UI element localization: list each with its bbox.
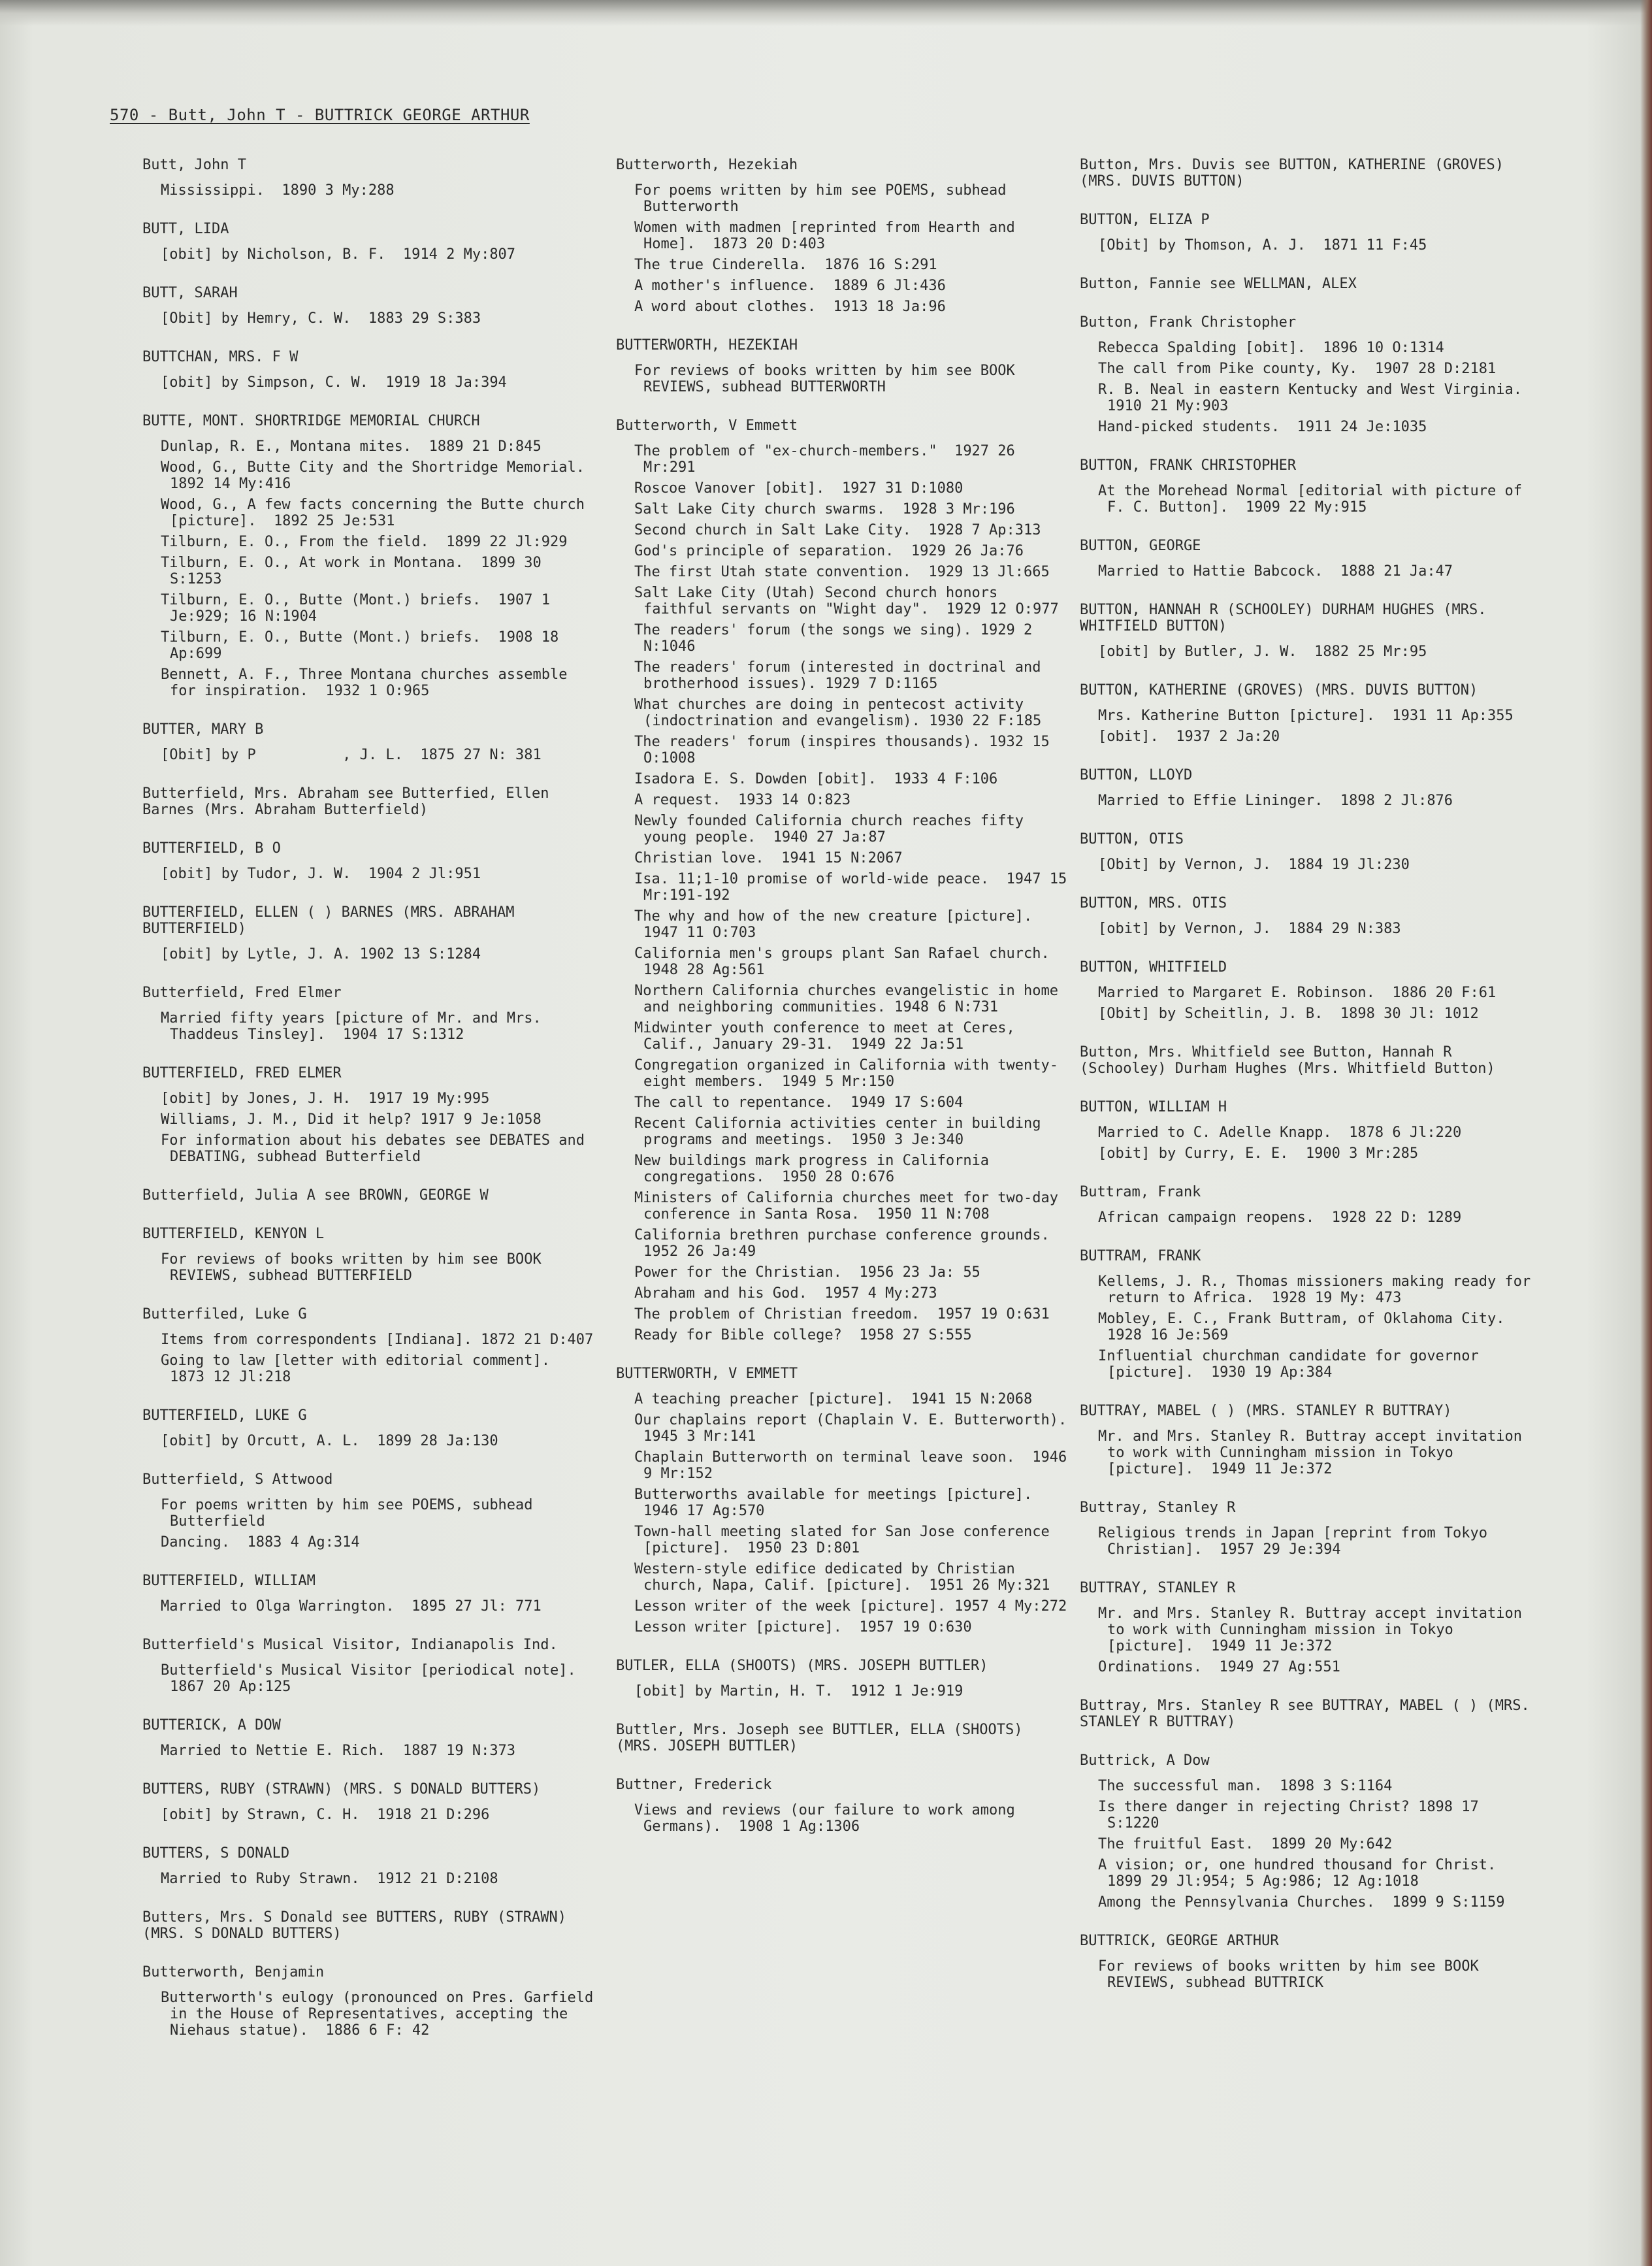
entry-heading: BUTTON, ELIZA P xyxy=(1080,212,1210,228)
entry-reference: For reviews of books written by him see BOOK REVIEWS, subhead BUTTERWORTH xyxy=(634,363,1024,395)
entry-heading: Butterfiled, Luke G xyxy=(142,1306,307,1322)
entry-heading: BUTTON, OTIS xyxy=(1080,831,1184,847)
index-entry xyxy=(1080,767,1537,809)
index-column-left xyxy=(142,157,600,2061)
entry-reference: Married to Effie Lininger. 1898 2 Jl:876 xyxy=(1098,793,1453,809)
entry-reference: Isa. 11;1-10 promise of world-wide peace. 1947 15 Mr:191-192 xyxy=(634,871,1076,904)
entry-heading: Button, Fannie see WELLMAN, ALEX xyxy=(1080,276,1357,292)
entry-reference: Dunlap, R. E., Montana mites. 1889 21 D:845 xyxy=(161,438,542,455)
index-entry xyxy=(1080,314,1540,435)
entry-reference: The first Utah state convention. 1929 13 Jl:665 xyxy=(634,564,1050,580)
entry-heading: BUTTERFIELD, ELLEN ( ) BARNES (MRS. ABRAHAM BUTTERFIELD) xyxy=(142,904,515,937)
index-column-middle xyxy=(616,157,1084,1857)
entry-heading: Button, Frank Christopher xyxy=(1080,314,1297,331)
entry-reference: Recent California activities center in building programs and meetings. 1950 3 Je:340 xyxy=(634,1115,1050,1148)
entry-reference: Tilburn, E. O., At work in Montana. 1899 30 S:1253 xyxy=(161,555,551,587)
entry-reference: Mr. and Mrs. Stanley R. Buttray accept invitation to work with Cunningham mission in Tokyo [picture]. 1949 11 Je:372 xyxy=(1098,1428,1531,1477)
entry-reference: Tilburn, E. O., Butte (Mont.) briefs. 1908 18 Ap:699 xyxy=(161,629,568,662)
entry-reference: The fruitful East. 1899 20 My:642 xyxy=(1098,1836,1393,1852)
entry-reference: Newly founded California church reaches fifty young people. 1940 27 Ja:87 xyxy=(634,813,1033,846)
index-entry xyxy=(616,157,1073,315)
entry-reference: Kellems, J. R., Thomas missioners making ready for return to Africa. 1928 19 My: 473 xyxy=(1098,1273,1540,1306)
entry-heading: Buttner, Frederick xyxy=(616,1777,772,1793)
index-entry xyxy=(1080,1044,1537,1077)
entry-heading: Butterfield, Fred Elmer xyxy=(142,985,342,1001)
entry-reference: The readers' forum (inspires thousands). 1932 15 O:1008 xyxy=(634,734,1059,766)
entry-reference: A word about clothes. 1913 18 Ja:96 xyxy=(634,299,946,315)
entry-heading: Butterworth, Benjamin xyxy=(142,1964,325,1980)
index-entry xyxy=(616,418,1076,1343)
entry-reference: The problem of "ex-church-members." 1927 26 Mr:291 xyxy=(634,443,1024,476)
running-header: 570 - Butt, John T - BUTTRICK GEORGE ARTHUR xyxy=(110,106,530,124)
index-column-right xyxy=(1080,157,1540,2013)
index-entry xyxy=(1080,959,1537,1022)
entry-heading: BUTTERWORTH, HEZEKIAH xyxy=(616,337,798,353)
entry-reference: [obit] by Jones, J. H. 1917 19 My:995 xyxy=(161,1091,490,1107)
entry-reference: African campaign reopens. 1928 22 D: 1289 xyxy=(1098,1209,1462,1226)
entry-reference: Wood, G., Butte City and the Shortridge Memorial. 1892 14 My:416 xyxy=(161,459,602,492)
entry-heading: BUTTERS, RUBY (STRAWN) (MRS. S DONALD BUTTERS) xyxy=(142,1781,541,1798)
entry-reference: Butterworths available for meetings [picture]. 1946 17 Ag:570 xyxy=(634,1486,1050,1519)
index-entry xyxy=(1080,212,1537,254)
entry-heading: BUTTON, KATHERINE (GROVES) (MRS. DUVIS BUTTON) xyxy=(1080,682,1478,698)
entry-reference: A vision; or, one hundred thousand for Christ. 1899 29 Jl:954; 5 Ag:986; 12 Ag:1018 xyxy=(1098,1857,1514,1890)
entry-heading: BUTTON, MRS. OTIS xyxy=(1080,895,1227,911)
entry-heading: BUTTERFIELD, KENYON L xyxy=(142,1226,325,1242)
index-entry xyxy=(142,1717,600,1759)
index-entry xyxy=(142,1909,600,1942)
index-entry xyxy=(616,1658,1073,1699)
entry-heading: BUTTERFIELD, LUKE G xyxy=(142,1407,307,1424)
entry-heading: BUTTON, WILLIAM H xyxy=(1080,1099,1227,1115)
entry-reference: Tilburn, E. O., Butte (Mont.) briefs. 1907 1 Je:929; 16 N:1904 xyxy=(161,592,559,625)
entry-reference: Ordinations. 1949 27 Ag:551 xyxy=(1098,1659,1340,1675)
index-entry xyxy=(142,1845,600,1887)
entry-reference: The successful man. 1898 3 S:1164 xyxy=(1098,1778,1393,1794)
entry-reference: R. B. Neal in eastern Kentucky and West Virginia. 1910 21 My:903 xyxy=(1098,382,1540,414)
index-entry xyxy=(1080,276,1537,292)
index-entry xyxy=(142,1306,600,1385)
entry-reference: [Obit] by Thomson, A. J. 1871 11 F:45 xyxy=(1098,237,1427,254)
entry-heading: BUTTRAM, FRANK xyxy=(1080,1248,1201,1264)
entry-heading: BUTTERICK, A DOW xyxy=(142,1717,281,1733)
entry-heading: BUTTER, MARY B xyxy=(142,721,264,738)
index-entry xyxy=(1080,157,1537,189)
entry-reference: Western-style edifice dedicated by Christian church, Napa, Calif. [picture]. 1951 26 My:321 xyxy=(634,1561,1050,1594)
index-entry xyxy=(616,1777,1073,1835)
index-entry xyxy=(142,1781,600,1823)
entry-heading: Button, Mrs. Duvis see BUTTON, KATHERINE (GROVES) (MRS. DUVIS BUTTON) xyxy=(1080,157,1504,189)
entry-heading: BUTTERFIELD, WILLIAM xyxy=(142,1573,316,1589)
entry-reference: The readers' forum (the songs we sing). 1929 2 N:1046 xyxy=(634,622,1041,655)
entry-reference: At the Morehead Normal [editorial with picture of F. C. Button]. 1909 22 My:915 xyxy=(1098,483,1531,516)
entry-reference: [Obit] by P , J. L. 1875 27 N: 381 xyxy=(161,747,542,763)
entry-reference: [obit] by Butler, J. W. 1882 25 Mr:95 xyxy=(1098,644,1427,660)
entry-reference: Views and reviews (our failure to work among Germans). 1908 1 Ag:1306 xyxy=(634,1802,1024,1835)
entry-reference: Tilburn, E. O., From the field. 1899 22 Jl:929 xyxy=(161,534,568,550)
entry-heading: BUTTON, FRANK CHRISTOPHER xyxy=(1080,457,1297,474)
entry-reference: Chaplain Butterworth on terminal leave soon. 1946 9 Mr:152 xyxy=(634,1449,1076,1482)
index-entry xyxy=(1080,538,1537,580)
entry-heading: Butterfield's Musical Visitor, Indianapolis Ind. xyxy=(142,1637,558,1653)
entry-heading: Buttray, Stanley R xyxy=(1080,1500,1236,1516)
entry-reference: Christian love. 1941 15 N:2067 xyxy=(634,850,903,866)
entry-reference: [obit] by Vernon, J. 1884 29 N:383 xyxy=(1098,921,1401,937)
entry-reference: Ministers of California churches meet for two-day conference in Santa Rosa. 1950 11 N:708 xyxy=(634,1190,1067,1223)
index-entry xyxy=(1080,1403,1537,1477)
entry-reference: The true Cinderella. 1876 16 S:291 xyxy=(634,257,937,273)
entry-reference: For reviews of books written by him see BOOK REVIEWS, subhead BUTTRICK xyxy=(1098,1958,1488,1991)
entry-reference: Married to C. Adelle Knapp. 1878 6 Jl:220 xyxy=(1098,1125,1462,1141)
index-entry xyxy=(1080,1099,1537,1162)
entry-reference: Hand-picked students. 1911 24 Je:1035 xyxy=(1098,419,1427,435)
entry-reference: Power for the Christian. 1956 23 Ja: 55 xyxy=(634,1264,980,1281)
entry-reference: The readers' forum (interested in doctrinal and brotherhood issues). 1929 7 D:1165 xyxy=(634,659,1050,692)
entry-reference: Ready for Bible college? 1958 27 S:555 xyxy=(634,1327,972,1343)
entry-reference: Mississippi. 1890 3 My:288 xyxy=(161,182,395,199)
index-entry xyxy=(1080,1248,1540,1381)
entry-reference: A request. 1933 14 O:823 xyxy=(634,792,851,808)
entry-reference: Northern California churches evangelistic in home and neighboring communities. 1948 6 N:731 xyxy=(634,983,1067,1015)
entry-heading: Buttram, Frank xyxy=(1080,1184,1201,1200)
entry-heading: Buttler, Mrs. Joseph see BUTTLER, ELLA (SHOOTS) (MRS. JOSEPH BUTTLER) xyxy=(616,1722,1023,1754)
index-entry xyxy=(1080,1698,1537,1730)
entry-heading: BUTTRAY, STANLEY R xyxy=(1080,1580,1236,1596)
entry-reference: [obit]. 1937 2 Ja:20 xyxy=(1098,729,1280,745)
entry-reference: [obit] by Curry, E. E. 1900 3 Mr:285 xyxy=(1098,1145,1419,1162)
entry-heading: Buttrick, A Dow xyxy=(1080,1752,1210,1769)
entry-heading: Butterworth, V Emmett xyxy=(616,418,798,434)
entry-heading: BUTT, LIDA xyxy=(142,221,229,237)
index-entry xyxy=(142,1637,600,1695)
index-entry xyxy=(142,985,600,1043)
entry-reference: Lesson writer [picture]. 1957 19 O:630 xyxy=(634,1619,972,1635)
entry-heading: Butterfield, Mrs. Abraham see Butterfied, Ellen Barnes (Mrs. Abraham Butterfield) xyxy=(142,785,549,818)
entry-heading: BUTTERFIELD, FRED ELMER xyxy=(142,1065,342,1081)
entry-reference: Mr. and Mrs. Stanley R. Buttray accept invitation to work with Cunningham mission in Tokyo [picture]. 1949 11 Je:372 xyxy=(1098,1605,1531,1654)
index-entry xyxy=(1080,895,1537,937)
entry-reference: For poems written by him see POEMS, subhead Butterfield xyxy=(161,1497,542,1530)
entry-reference: Going to law [letter with editorial comment]. 1873 12 Jl:218 xyxy=(161,1353,568,1385)
entry-reference: Congregation organized in California with twenty-eight members. 1949 5 Mr:150 xyxy=(634,1057,1059,1090)
entry-reference: Salt Lake City (Utah) Second church honors faithful servants on "Wight day". 1929 12 O:977 xyxy=(634,585,1059,617)
entry-heading: BUTTON, LLOYD xyxy=(1080,767,1193,783)
entry-reference: God's principle of separation. 1929 26 Ja:76 xyxy=(634,543,1024,559)
entry-heading: BUTT, SARAH xyxy=(142,285,238,301)
entry-heading: BUTTERS, S DONALD xyxy=(142,1845,290,1862)
index-entry xyxy=(1080,602,1537,660)
entry-reference: Among the Pennsylvania Churches. 1899 9 S:1159 xyxy=(1098,1894,1505,1911)
entry-heading: BUTTON, WHITFIELD xyxy=(1080,959,1227,976)
index-entry xyxy=(142,285,600,327)
entry-reference: [obit] by Tudor, J. W. 1904 2 Jl:951 xyxy=(161,866,481,882)
entry-reference: [obit] by Nicholson, B. F. 1914 2 My:807 xyxy=(161,246,516,263)
index-entry xyxy=(1080,1752,1537,1911)
entry-reference: [obit] by Martin, H. T. 1912 1 Je:919 xyxy=(634,1683,964,1699)
entry-reference: Mobley, E. C., Frank Buttram, of Oklahoma City. 1928 16 Je:569 xyxy=(1098,1311,1523,1343)
entry-reference: Butterfield's Musical Visitor [periodical note]. 1867 20 Ap:125 xyxy=(161,1662,594,1695)
entry-reference: Women with madmen [reprinted from Hearth and Home]. 1873 20 D:403 xyxy=(634,220,1024,252)
index-entry xyxy=(616,337,1073,395)
entry-reference: Dancing. 1883 4 Ag:314 xyxy=(161,1534,360,1551)
index-entry xyxy=(142,904,600,962)
index-entry xyxy=(142,840,600,882)
entry-reference: [obit] by Lytle, J. A. 1902 13 S:1284 xyxy=(161,946,481,962)
index-entry xyxy=(142,1471,600,1551)
entry-reference: Married to Ruby Strawn. 1912 21 D:2108 xyxy=(161,1871,498,1887)
entry-reference: For information about his debates see DEBATES and DEBATING, subhead Butterfield xyxy=(161,1132,594,1165)
entry-reference: The call to repentance. 1949 17 S:604 xyxy=(634,1094,964,1111)
entry-heading: Button, Mrs. Whitfield see Button, Hannah R (Schooley) Durham Hughes (Mrs. Whitfield Button) xyxy=(1080,1044,1495,1077)
index-entry xyxy=(1080,682,1537,745)
index-entry xyxy=(142,1573,600,1615)
index-entry xyxy=(142,1226,600,1284)
entry-heading: BUTTON, GEORGE xyxy=(1080,538,1201,554)
entry-reference: California brethren purchase conference grounds. 1952 26 Ja:49 xyxy=(634,1227,1067,1260)
index-entry xyxy=(1080,457,1537,516)
entry-reference: A mother's influence. 1889 6 Jl:436 xyxy=(634,278,946,294)
index-entry xyxy=(142,413,600,699)
index-entry xyxy=(142,1187,600,1204)
entry-reference: [Obit] by Hemry, C. W. 1883 29 S:383 xyxy=(161,310,481,327)
entry-reference: Married fifty years [picture of Mr. and Mrs. Thaddeus Tinsley]. 1904 17 S:1312 xyxy=(161,1010,551,1043)
entry-reference: [Obit] by Scheitlin, J. B. 1898 30 Jl: 1012 xyxy=(1098,1006,1479,1022)
entry-reference: Wood, G., A few facts concerning the Butte church [picture]. 1892 25 Je:531 xyxy=(161,497,594,529)
entry-reference: The why and how of the new creature [picture]. 1947 11 O:703 xyxy=(634,908,1050,941)
index-entry xyxy=(1080,1184,1537,1226)
entry-reference: Isadora E. S. Dowden [obit]. 1933 4 F:106 xyxy=(634,771,998,787)
entry-reference: A teaching preacher [picture]. 1941 15 N:2068 xyxy=(634,1391,1033,1407)
entry-reference: [obit] by Strawn, C. H. 1918 21 D:296 xyxy=(161,1807,490,1823)
index-entry xyxy=(1080,831,1537,873)
entry-reference: Religious trends in Japan [reprint from Tokyo Christian]. 1957 29 Je:394 xyxy=(1098,1525,1497,1558)
index-entry xyxy=(142,1407,600,1449)
entry-heading: Butterworth, Hezekiah xyxy=(616,157,798,173)
index-entry xyxy=(1080,1580,1537,1675)
index-entry xyxy=(1080,1933,1537,1991)
entry-reference: Married to Margaret E. Robinson. 1886 20 F:61 xyxy=(1098,985,1497,1001)
entry-reference: Midwinter youth conference to meet at Ceres, Calif., January 29-31. 1949 22 Ja:51 xyxy=(634,1020,1024,1053)
entry-heading: BUTTRAY, MABEL ( ) (MRS. STANLEY R BUTTRAY) xyxy=(1080,1403,1452,1419)
entry-reference: Second church in Salt Lake City. 1928 7 Ap:313 xyxy=(634,522,1041,538)
entry-reference: Bennett, A. F., Three Montana churches assemble for inspiration. 1932 1 O:965 xyxy=(161,666,576,699)
entry-reference: Our chaplains report (Chaplain V. E. Butterworth). 1945 3 Mr:141 xyxy=(634,1412,1084,1445)
entry-reference: New buildings mark progress in California congregations. 1950 28 O:676 xyxy=(634,1153,998,1185)
entry-heading: Buttray, Mrs. Stanley R see BUTTRAY, MABEL ( ) (MRS. STANLEY R BUTTRAY) xyxy=(1080,1698,1530,1730)
entry-reference: Abraham and his God. 1957 4 My:273 xyxy=(634,1285,937,1302)
entry-heading: BUTTERFIELD, B O xyxy=(142,840,281,857)
entry-reference: The problem of Christian freedom. 1957 19 O:631 xyxy=(634,1306,1050,1322)
index-entry xyxy=(616,1366,1084,1635)
entry-heading: BUTTERWORTH, V EMMETT xyxy=(616,1366,798,1382)
entry-reference: For reviews of books written by him see BOOK REVIEWS, subhead BUTTERFIELD xyxy=(161,1251,551,1284)
entry-reference: The call from Pike county, Ky. 1907 28 D:2181 xyxy=(1098,361,1497,377)
index-entry xyxy=(142,157,600,199)
index-entry xyxy=(616,1722,1073,1754)
entry-reference: Williams, J. M., Did it help? 1917 9 Je:1058 xyxy=(161,1111,542,1128)
entry-reference: Mrs. Katherine Button [picture]. 1931 11 Ap:355 xyxy=(1098,708,1514,724)
index-entry xyxy=(142,1065,600,1165)
entry-heading: BUTTRICK, GEORGE ARTHUR xyxy=(1080,1933,1279,1949)
entry-heading: Butterfield, S Attwood xyxy=(142,1471,333,1488)
entry-reference: What churches are doing in pentecost activity (indoctrination and evangelism). 1930 22 F:185 xyxy=(634,697,1042,729)
entry-reference: Butterworth's eulogy (pronounced on Pres. Garfield in the House of Representatives, accepting the Niehaus statue). 1886 6 F: 42 xyxy=(161,1990,602,2039)
entry-reference: Married to Hattie Babcock. 1888 21 Ja:47 xyxy=(1098,563,1453,580)
entry-reference: Married to Olga Warrington. 1895 27 Jl: 771 xyxy=(161,1598,542,1615)
entry-reference: Items from correspondents [Indiana]. 1872 21 D:407 xyxy=(161,1332,594,1348)
entry-heading: Butterfield, Julia A see BROWN, GEORGE W xyxy=(142,1187,489,1204)
entry-reference: Married to Nettie E. Rich. 1887 19 N:373 xyxy=(161,1743,516,1759)
index-entry xyxy=(142,349,600,391)
entry-reference: Rebecca Spalding [obit]. 1896 10 O:1314 xyxy=(1098,340,1444,356)
entry-heading: BUTTCHAN, MRS. F W xyxy=(142,349,299,365)
entry-reference: [Obit] by Vernon, J. 1884 19 Jl:230 xyxy=(1098,857,1410,873)
entry-heading: BUTTON, HANNAH R (SCHOOLEY) DURHAM HUGHES (MRS. WHITFIELD BUTTON) xyxy=(1080,602,1487,634)
entry-reference: California men's groups plant San Rafael church. 1948 28 Ag:561 xyxy=(634,945,1067,978)
entry-heading: Butt, John T xyxy=(142,157,246,173)
entry-reference: Town-hall meeting slated for San Jose conference [picture]. 1950 23 D:801 xyxy=(634,1524,1059,1556)
entry-heading: BUTLER, ELLA (SHOOTS) (MRS. JOSEPH BUTTLER) xyxy=(616,1658,988,1674)
entry-reference: For poems written by him see POEMS, subhead Butterworth xyxy=(634,182,1015,215)
index-entry xyxy=(142,721,600,763)
entry-heading: BUTTE, MONT. SHORTRIDGE MEMORIAL CHURCH xyxy=(142,413,480,429)
index-entry xyxy=(1080,1500,1537,1558)
entry-heading: Butters, Mrs. S Donald see BUTTERS, RUBY (STRAWN) (MRS. S DONALD BUTTERS) xyxy=(142,1909,567,1942)
entry-reference: Roscoe Vanover [obit]. 1927 31 D:1080 xyxy=(634,480,964,497)
index-entry xyxy=(142,221,600,263)
entry-reference: Salt Lake City church swarms. 1928 3 Mr:196 xyxy=(634,501,1015,517)
entry-reference: Influential churchman candidate for governor [picture]. 1930 19 Ap:384 xyxy=(1098,1348,1488,1381)
index-entry xyxy=(142,1964,600,2039)
entry-reference: Lesson writer of the week [picture]. 1957 4 My:272 xyxy=(634,1598,1067,1615)
index-entry xyxy=(142,785,600,818)
entry-reference: [obit] by Orcutt, A. L. 1899 28 Ja:130 xyxy=(161,1433,498,1449)
entry-reference: [obit] by Simpson, C. W. 1919 18 Ja:394 xyxy=(161,374,507,391)
entry-reference: Is there danger in rejecting Christ? 1898 17 S:1220 xyxy=(1098,1799,1488,1831)
